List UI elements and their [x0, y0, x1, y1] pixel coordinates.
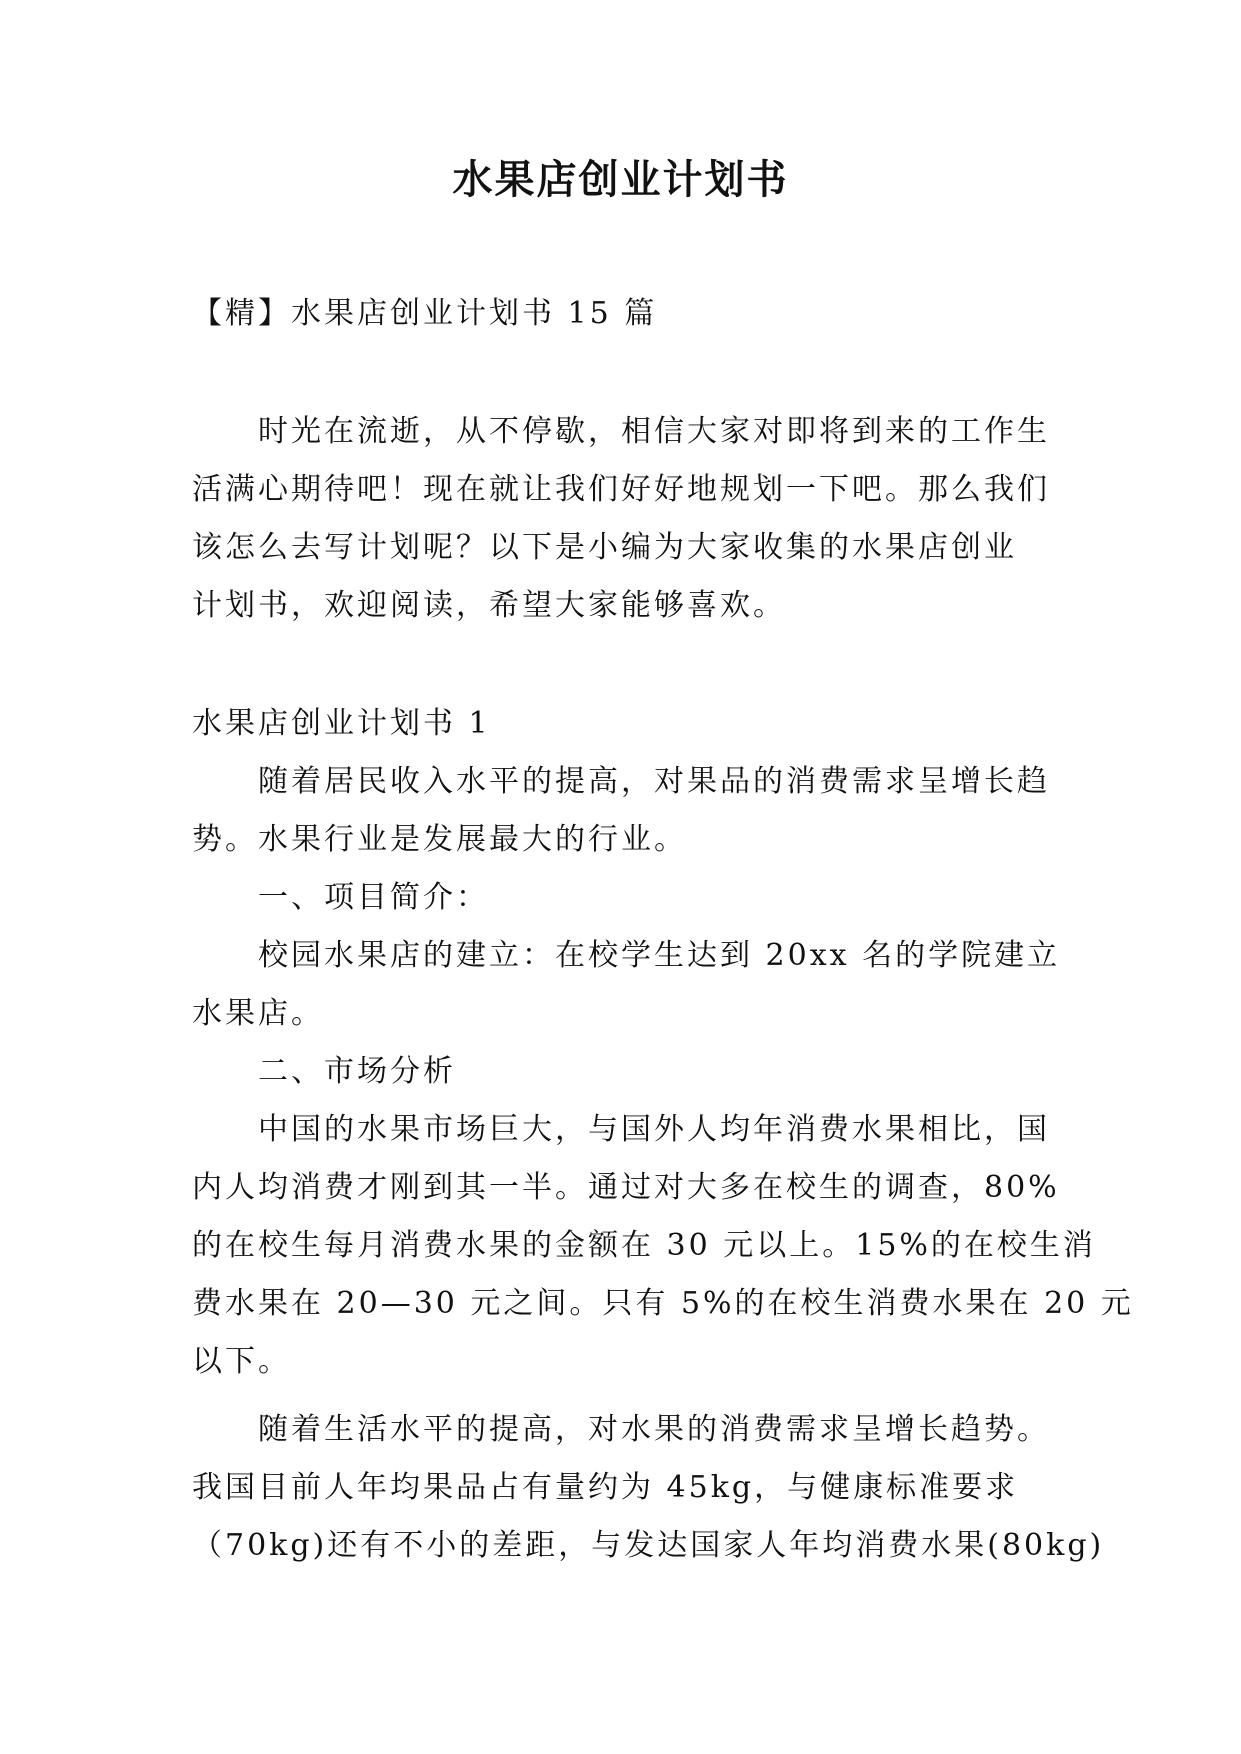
- intro-line: 该怎么去写计划呢？以下是小编为大家收集的水果店创业: [192, 530, 1017, 565]
- body-line: 我国目前人年均果品占有量约为 45kg，与健康标准要求: [192, 1470, 1019, 1505]
- section-heading: 水果店创业计划书 1: [192, 706, 491, 741]
- intro-line: 计划书，欢迎阅读，希望大家能够喜欢。: [192, 588, 786, 623]
- document-subtitle: 【精】水果店创业计划书 15 篇: [192, 296, 658, 331]
- body-line: 一、项目简介：: [258, 880, 489, 915]
- intro-line: 活满心期待吧！现在就让我们好好地规划一下吧。那么我们: [192, 472, 1050, 507]
- body-line: （70kg)还有不小的差距，与发达国家人年均消费水果(80kg): [192, 1528, 1105, 1563]
- body-line: 校园水果店的建立：在校学生达到 20xx 名的学院建立: [258, 938, 1061, 973]
- body-line: 以下。: [192, 1344, 291, 1379]
- body-line: 水果店。: [192, 996, 324, 1031]
- body-line: 费水果在 20—30 元之间。只有 5%的在校生消费水果在 20 元: [192, 1286, 1134, 1321]
- body-line: 随着生活水平的提高，对水果的消费需求呈增长趋势。: [258, 1412, 1050, 1447]
- document-title: 水果店创业计划书: [452, 157, 789, 203]
- body-line: 的在校生每月消费水果的金额在 30 元以上。15%的在校生消: [192, 1228, 1096, 1263]
- intro-line: 时光在流逝，从不停歇，相信大家对即将到来的工作生: [258, 414, 1050, 449]
- body-line: 势。水果行业是发展最大的行业。: [192, 822, 687, 857]
- body-line: 内人均消费才刚到其一半。通过对大多在校生的调查，80%: [192, 1170, 1060, 1205]
- body-line: 随着居民收入水平的提高，对果品的消费需求呈增长趋: [258, 764, 1050, 799]
- body-line: 中国的水果市场巨大，与国外人均年消费水果相比，国: [258, 1112, 1050, 1147]
- body-line: 二、市场分析: [258, 1054, 456, 1089]
